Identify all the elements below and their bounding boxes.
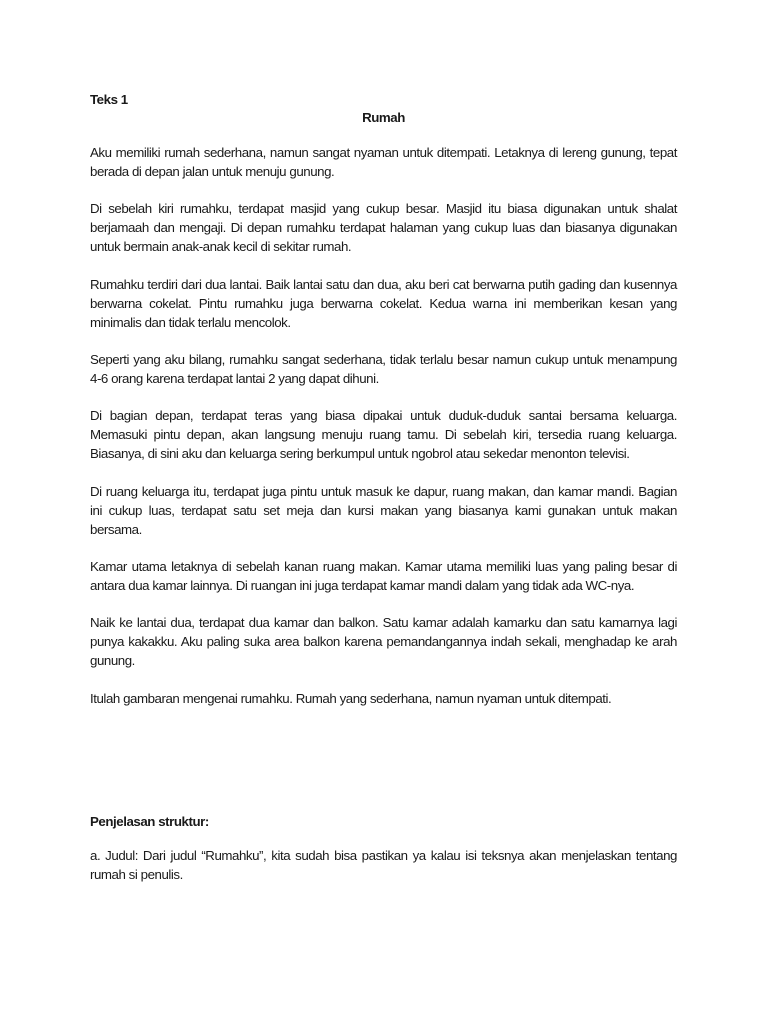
paragraph-4: Seperti yang aku bilang, rumahku sangat sederhana, tidak terlalu besar namun cukup untuk menampung 4-6 orang karena terdapat lantai 2 yang dapat dihuni. bbox=[90, 352, 677, 386]
paragraph-5: Di bagian depan, terdapat teras yang biasa dipakai untuk duduk-duduk santai bersama keluarga. Memasuki pintu depan, akan langsung menuju ruang tamu. Di sebelah kiri, tersedia ruang keluarga. Biasanya, di sini aku dan keluarga sering berkumpul untuk ngobrol atau sekedar menonton televisi. bbox=[90, 408, 677, 461]
paragraph-9: Itulah gambaran mengenai rumahku. Rumah yang sederhana, namun nyaman untuk ditempati. bbox=[90, 691, 612, 706]
document-page bbox=[90, 0, 677, 1024]
text-label: Teks 1 bbox=[90, 92, 128, 107]
document-title: Rumah bbox=[362, 110, 405, 125]
structure-item-a: a. Judul: Dari judul “Rumahku”, kita sudah bisa pastikan ya kalau isi teksnya akan menjelaskan tentang rumah si penulis. bbox=[90, 848, 677, 882]
paragraph-8: Naik ke lantai dua, terdapat dua kamar dan balkon. Satu kamar adalah kamarku dan satu kamarnya lagi punya kakakku. Aku paling suka area balkon karena pemandangannya indah sekali, menghadap ke arah gunung. bbox=[90, 615, 677, 668]
paragraph-7: Kamar utama letaknya di sebelah kanan ruang makan. Kamar utama memiliki luas yang paling besar di antara dua kamar lainnya. Di ruangan ini juga terdapat kamar mandi dalam yang tidak ada WC-nya. bbox=[90, 559, 677, 593]
paragraph-3: Rumahku terdiri dari dua lantai. Baik lantai satu dan dua, aku beri cat berwarna putih gading dan kusennya berwarna cokelat. Pintu rumahku juga berwarna cokelat. Kedua warna ini memberikan kesan yang minimalis dan tidak terlalu mencolok. bbox=[90, 277, 677, 330]
paragraph-2: Di sebelah kiri rumahku, terdapat masjid yang cukup besar. Masjid itu biasa digunakan untuk shalat berjamaah dan mengaji. Di depan rumahku terdapat halaman yang cukup luas dan biasanya digunakan untuk bermain anak-anak kecil di sekitar rumah. bbox=[90, 201, 677, 254]
paragraph-6: Di ruang keluarga itu, terdapat juga pintu untuk masuk ke dapur, ruang makan, dan kamar mandi. Bagian ini cukup luas, terdapat satu set meja dan kursi makan yang biasanya kami gunakan untuk makan bersama. bbox=[90, 484, 677, 537]
paragraph-1: Aku memiliki rumah sederhana, namun sangat nyaman untuk ditempati. Letaknya di lereng gunung, tepat berada di depan jalan untuk menuju gunung. bbox=[90, 145, 677, 179]
structure-heading: Penjelasan struktur: bbox=[90, 814, 209, 829]
